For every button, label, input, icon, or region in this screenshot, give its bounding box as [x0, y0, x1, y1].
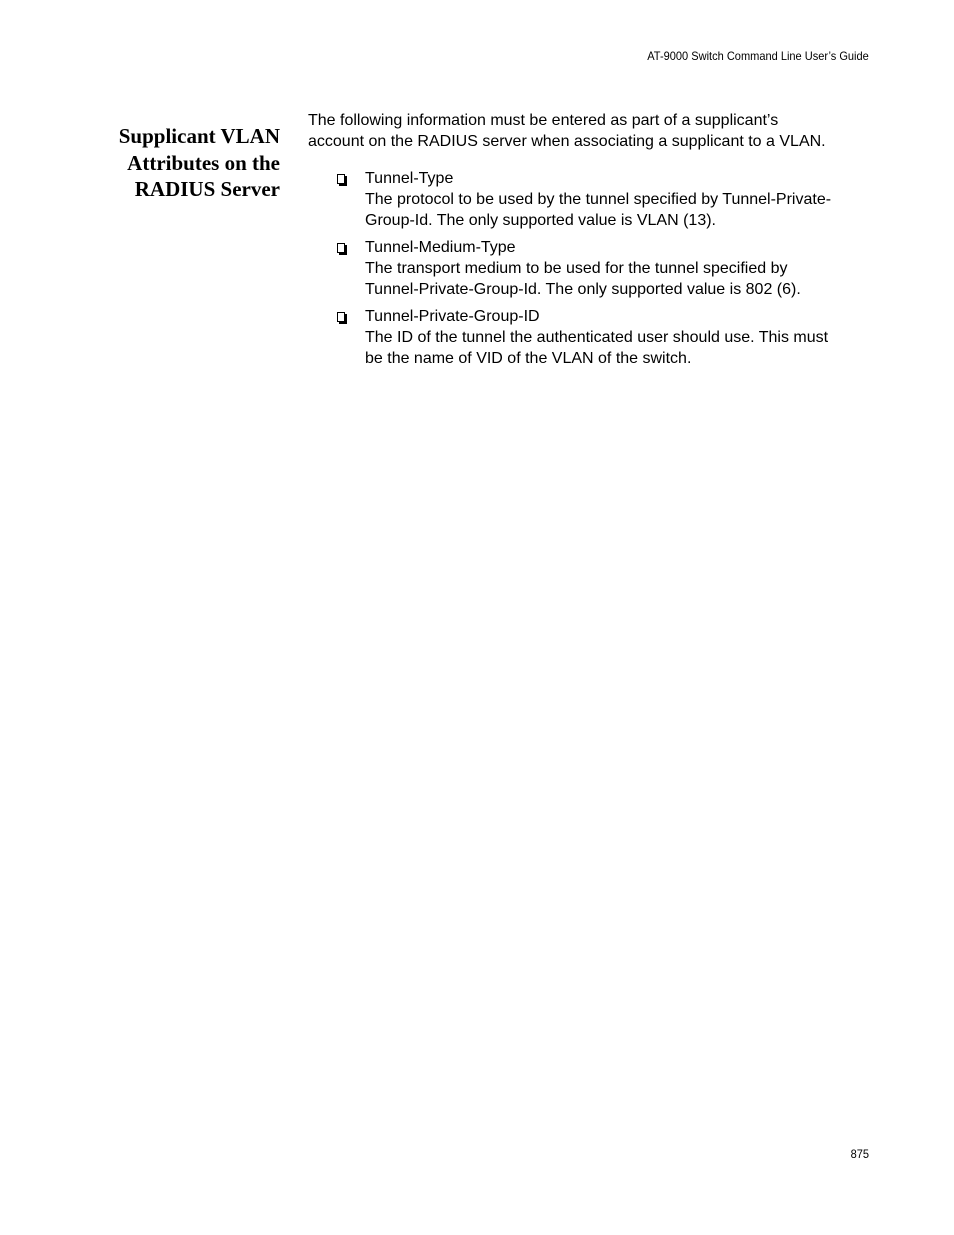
attribute-description-line: The protocol to be used by the tunnel specified by Tunnel-Private- [365, 191, 832, 208]
section-heading [60, 123, 280, 203]
attribute-list [308, 168, 878, 369]
section-heading-line: Supplicant VLAN [118, 124, 280, 149]
running-header: AT-9000 Switch Command Line User’s Guide [647, 49, 869, 63]
attribute-name: Tunnel-Medium-Type [365, 239, 516, 256]
section-heading-line: Attributes on the [127, 150, 280, 175]
attribute-item-tunnel-medium-type [308, 237, 878, 300]
checkbox-bullet-icon [337, 174, 345, 184]
checkbox-bullet-icon [337, 243, 345, 253]
section-body [308, 110, 878, 375]
attribute-description-line: The ID of the tunnel the authenticated user should use. This must [365, 329, 829, 346]
attribute-description-line: Tunnel-Private-Group-Id. The only supported value is 802 (6). [365, 281, 801, 298]
checkbox-bullet-icon [337, 312, 345, 322]
attribute-name: Tunnel-Private-Group-ID [365, 308, 540, 325]
attribute-item-tunnel-type [308, 168, 878, 231]
intro-line: account on the RADIUS server when associating a supplicant to a VLAN. [308, 133, 826, 150]
attribute-name: Tunnel-Type [365, 170, 454, 187]
attribute-item-tunnel-private-group-id [308, 306, 878, 369]
section-heading-line: RADIUS Server [134, 177, 280, 202]
page-number: 875 [850, 1147, 869, 1161]
intro-paragraph [308, 110, 878, 152]
intro-line: The following information must be entered as part of a supplicant’s [308, 112, 779, 129]
attribute-description-line: be the name of VID of the VLAN of the switch. [365, 350, 692, 367]
attribute-description-line: Group-Id. The only supported value is VLAN (13). [365, 212, 716, 229]
attribute-description-line: The transport medium to be used for the tunnel specified by [365, 260, 788, 277]
